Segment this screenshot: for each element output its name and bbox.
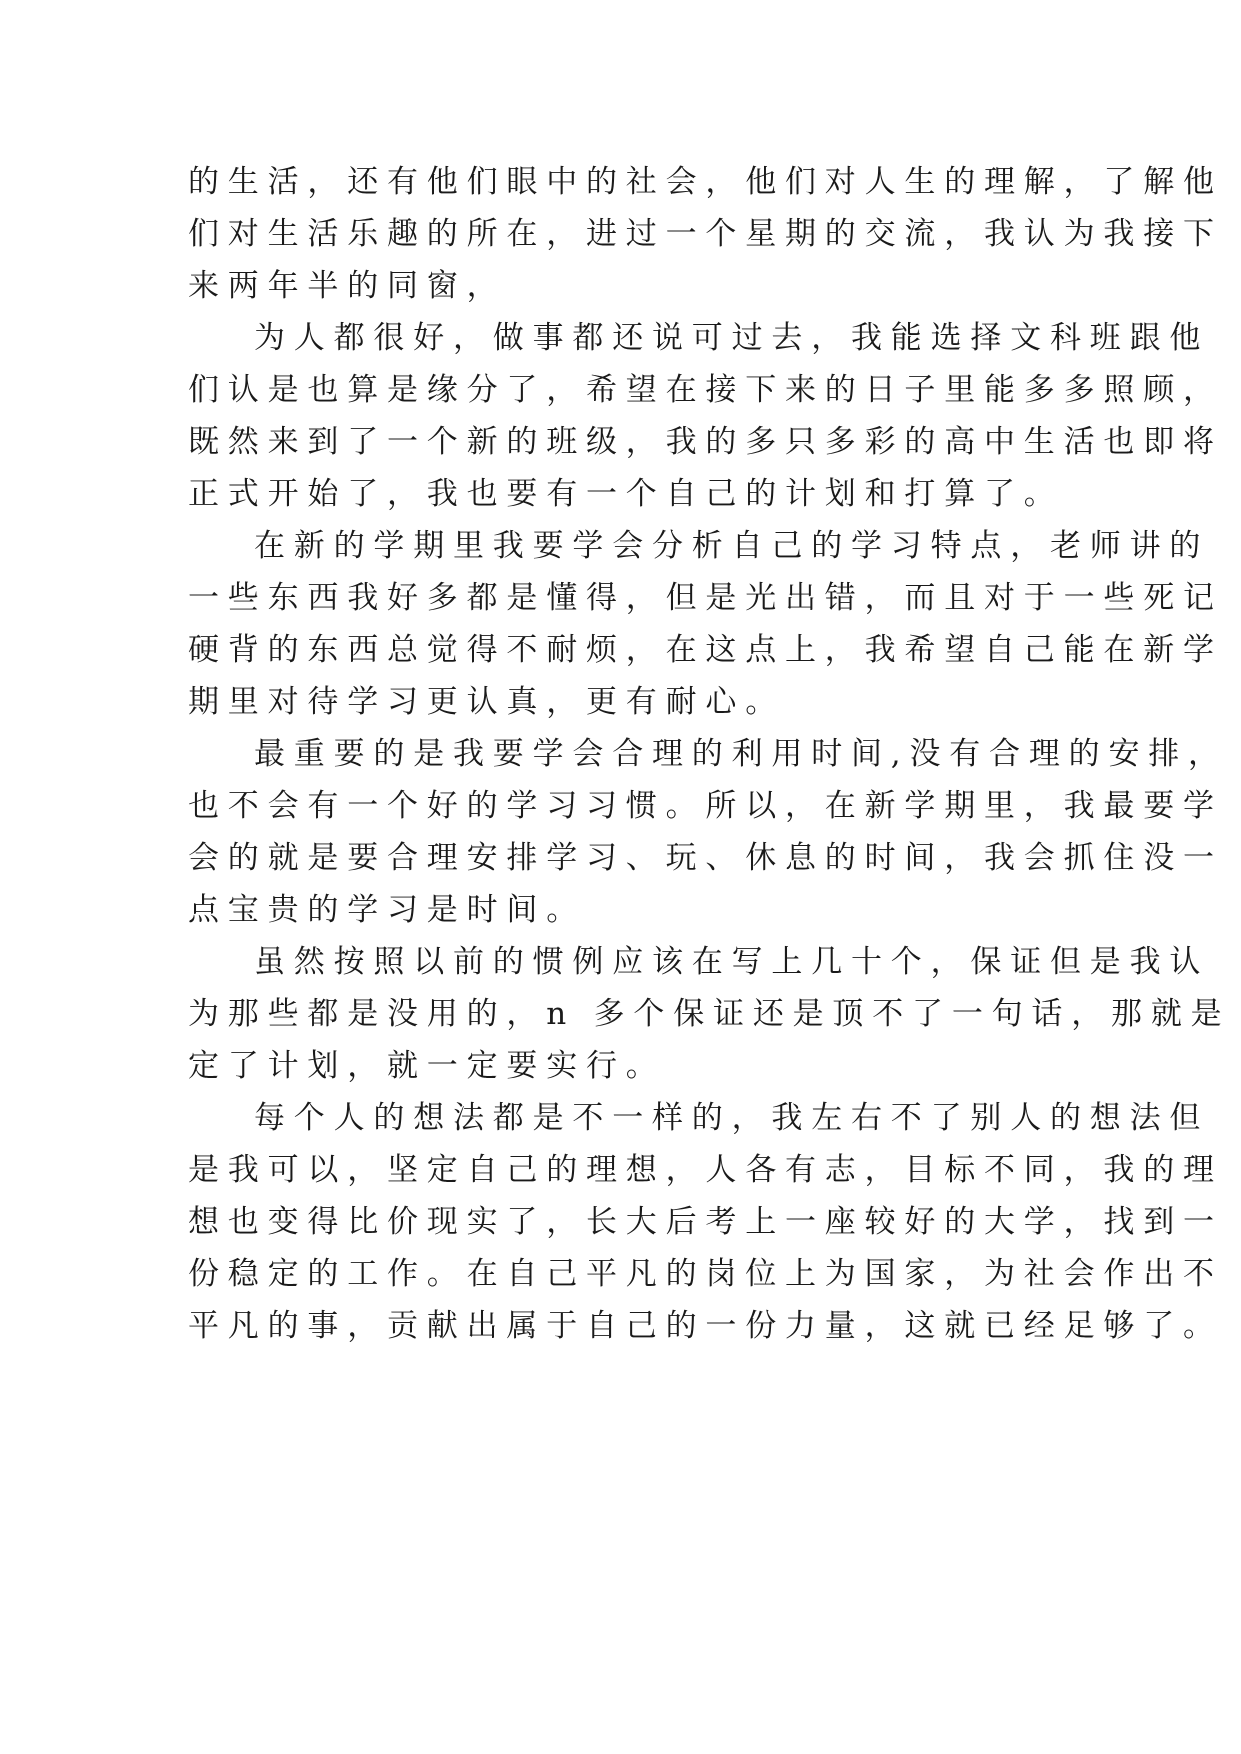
text-line: 是我可以，坚定自己的理想，人各有志，目标不同，我的理 xyxy=(188,1152,1223,1188)
text-line: 也不会有一个好的学习习惯。所以，在新学期里，我最要学 xyxy=(188,788,1223,824)
text-line: 的生活，还有他们眼中的社会，他们对人生的理解，了解他 xyxy=(188,164,1223,200)
text-line: 点宝贵的学习是时间。 xyxy=(188,892,586,928)
text-line: 来两年半的同窗， xyxy=(188,268,507,304)
paragraph-start-line: 在新的学期里我要学会分析自己的学习特点，老师讲的 xyxy=(254,528,1210,564)
text-line: 期里对待学习更认真，更有耐心。 xyxy=(188,684,785,720)
text-line: 硬背的东西总觉得不耐烦，在这点上，我希望自己能在新学 xyxy=(188,632,1223,668)
text-line: 定了计划，就一定要实行。 xyxy=(188,1048,666,1084)
paragraph-start-line: 每个人的想法都是不一样的，我左右不了别人的想法但 xyxy=(254,1100,1210,1136)
text-line: 想也变得比价现实了，长大后考上一座较好的大学，找到一 xyxy=(188,1204,1223,1240)
text-line: 会的就是要合理安排学习、玩、休息的时间，我会抓住没一 xyxy=(188,840,1223,876)
text-line: 们对生活乐趣的所在，进过一个星期的交流，我认为我接下 xyxy=(188,216,1223,252)
paragraph-start-line: 最重要的是我要学会合理的利用时间,没有合理的安排， xyxy=(254,736,1228,772)
text-line: 平凡的事，贡献出属于自己的一份力量，这就已经足够了。 xyxy=(188,1308,1223,1344)
text-line: 既然来到了一个新的班级，我的多只多彩的高中生活也即将 xyxy=(188,424,1223,460)
text-line: 份稳定的工作。在自己平凡的岗位上为国家，为社会作出不 xyxy=(188,1256,1223,1292)
document-body xyxy=(188,156,1231,1352)
text-line: 一些东西我好多都是懂得，但是光出错，而且对于一些死记 xyxy=(188,580,1223,616)
text-line: 正式开始了，我也要有一个自己的计划和打算了。 xyxy=(188,476,1064,512)
text-line: 们认是也算是缘分了，希望在接下来的日子里能多多照顾， xyxy=(188,372,1223,408)
paragraph-start-line: 为人都很好，做事都还说可过去，我能选择文科班跟他 xyxy=(254,320,1210,356)
paragraph-start-line: 虽然按照以前的惯例应该在写上几十个，保证但是我认 xyxy=(254,944,1210,980)
text-line: 为那些都是没用的，n 多个保证还是顶不了一句话，那就是 xyxy=(188,996,1231,1032)
